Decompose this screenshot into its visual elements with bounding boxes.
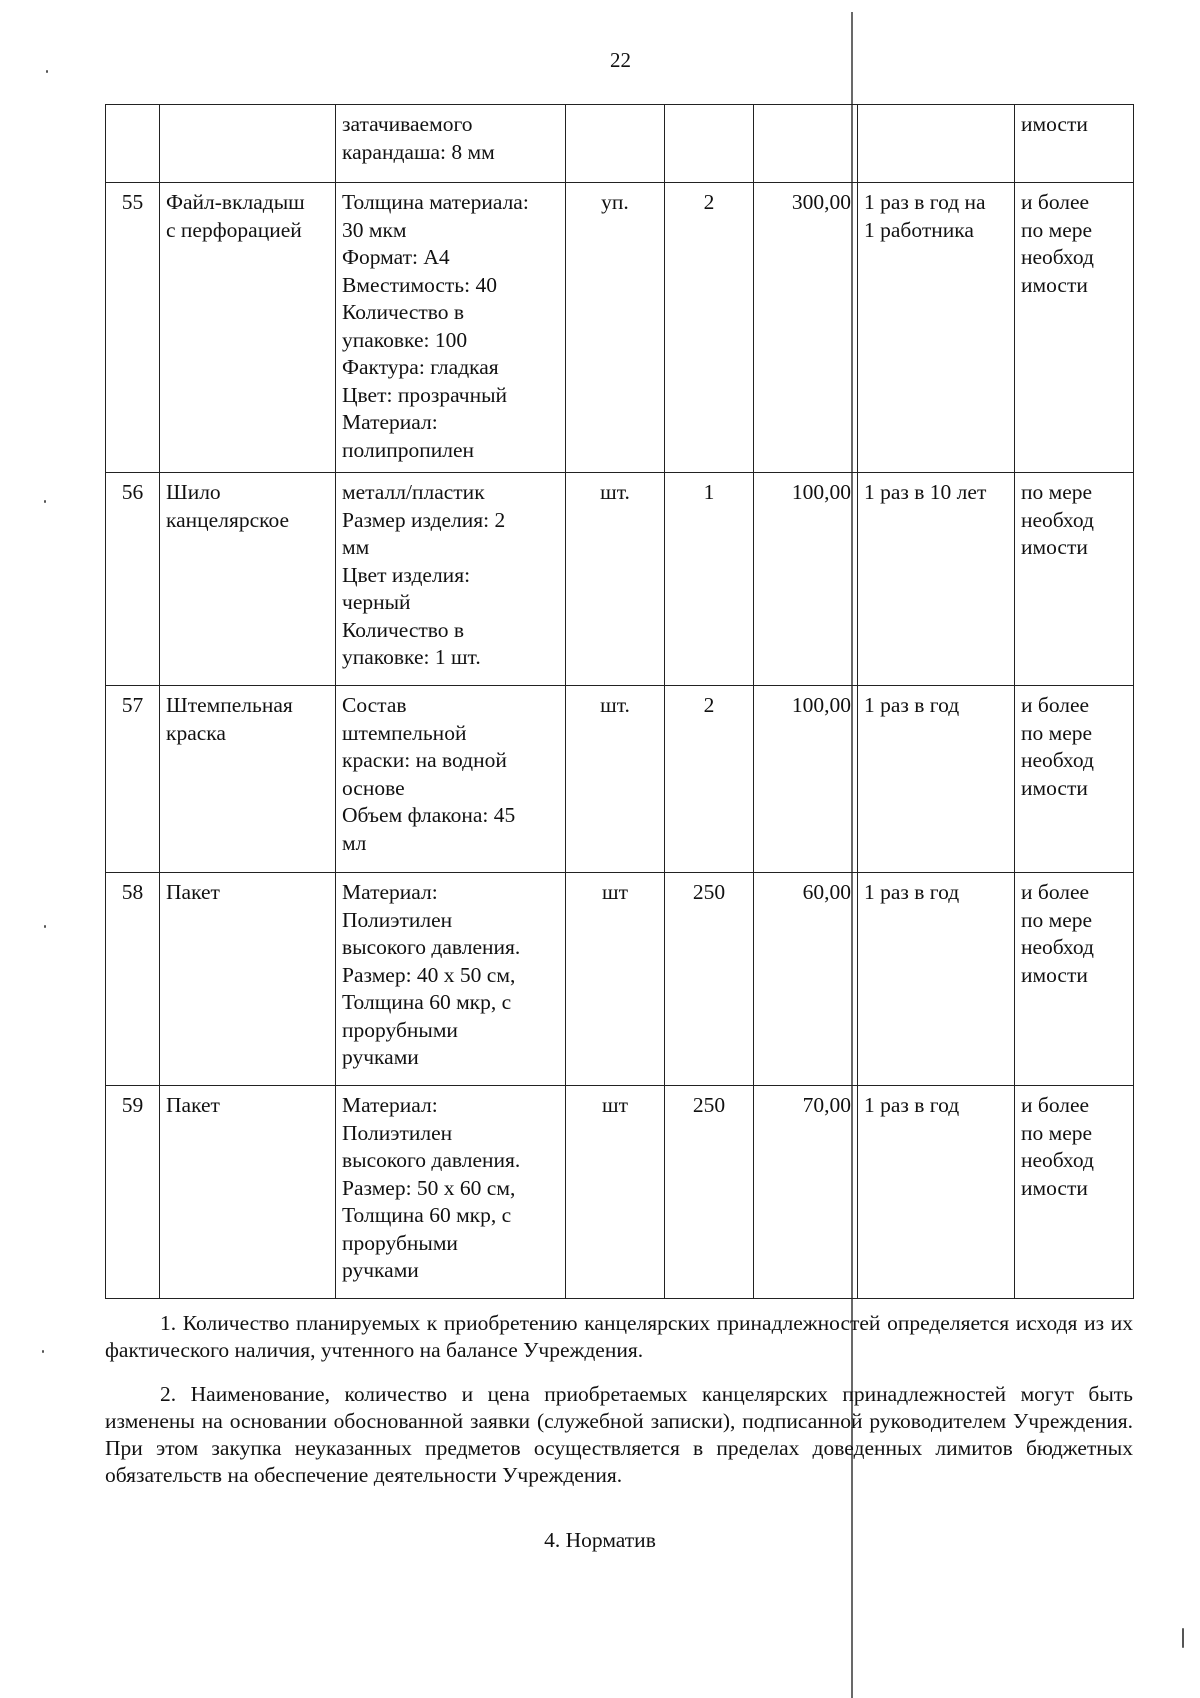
scan-speck [44, 500, 46, 503]
table-row [106, 873, 1134, 1086]
item-spec-cell: Состав штемпельной краски: на водной основе Объем флакона: 45 мл [336, 686, 566, 873]
unit-cell: шт. [566, 686, 665, 873]
row-number-cell: 57 [106, 686, 160, 873]
item-name-cell: Штемпельная краска [160, 686, 336, 873]
row-number-cell: 58 [106, 873, 160, 1086]
frequency-cell: 1 раз в год на 1 работника [858, 183, 1015, 473]
note-paragraph: 2. Наименование, количество и цена приобретаемых канцелярских принадлежностей могут быть изменены на основании обоснованной заявки (служебной записки), подписанной руководителем Учреждения. При этом закупка неуказанных предметов осуществляется в пределах доведенных лимитов бюджетных обязательств на обеспечение деятельности Учреждения. [105, 1382, 1133, 1487]
item-spec-cell: металл/пластик Размер изделия: 2 мм Цвет изделия: черный Количество в упаковке: 1 шт. [336, 473, 566, 686]
table-row [106, 473, 1134, 686]
quantity-cell: 1 [665, 473, 754, 686]
note-cell: и более по мере необход имости [1015, 1086, 1134, 1299]
frequency-cell: 1 раз в год [858, 686, 1015, 873]
table-row [106, 686, 1134, 873]
frequency-cell: 1 раз в 10 лет [858, 473, 1015, 686]
frequency-cell [858, 105, 1015, 183]
note-cell: и более по мере необход имости [1015, 183, 1134, 473]
unit-cell: шт [566, 873, 665, 1086]
frequency-cell: 1 раз в год [858, 1086, 1015, 1299]
item-spec-cell: Материал: Полиэтилен высокого давления. Размер: 50 х 60 см, Толщина 60 мкр, с прорубными ручками [336, 1086, 566, 1299]
scan-speck [44, 925, 46, 928]
price-cell [754, 105, 858, 183]
price-cell: 100,00 [754, 473, 858, 686]
note-cell: и более по мере необход имости [1015, 873, 1134, 1086]
scan-speck [46, 70, 48, 73]
note-paragraph: 1. Количество планируемых к приобретению канцелярских принадлежностей определяется исходя из их фактического наличия, учтенного на балансе Учреждения. [105, 1311, 1133, 1362]
price-cell: 300,00 [754, 183, 858, 473]
price-cell: 100,00 [754, 686, 858, 873]
note-cell: по мере необход имости [1015, 473, 1134, 686]
unit-cell: шт. [566, 473, 665, 686]
item-name-cell [160, 105, 336, 183]
supplies-table [105, 104, 1134, 1299]
table-row [106, 183, 1134, 473]
row-number-cell: 59 [106, 1086, 160, 1299]
item-name-cell: Файл-вкладыш с перфорацией [160, 183, 336, 473]
quantity-cell: 250 [665, 873, 754, 1086]
price-cell: 70,00 [754, 1086, 858, 1299]
table-row [106, 105, 1134, 183]
frequency-cell: 1 раз в год [858, 873, 1015, 1086]
page-number: 22 [610, 48, 631, 72]
scan-speck [1182, 1628, 1184, 1648]
quantity-cell: 2 [665, 183, 754, 473]
item-name-cell: Пакет [160, 1086, 336, 1299]
item-spec-cell: Материал: Полиэтилен высокого давления. Размер: 40 х 50 см, Толщина 60 мкр, с прорубными ручками [336, 873, 566, 1086]
note-cell: имости [1015, 105, 1134, 183]
unit-cell: шт [566, 1086, 665, 1299]
item-spec-cell: затачиваемого карандаша: 8 мм [336, 105, 566, 183]
item-spec-cell: Толщина материала: 30 мкм Формат: А4 Вместимость: 40 Количество в упаковке: 100 Фактура: гладкая Цвет: прозрачный Материал: полипропилен [336, 183, 566, 473]
quantity-cell: 250 [665, 1086, 754, 1299]
row-number-cell: 56 [106, 473, 160, 686]
price-cell: 60,00 [754, 873, 858, 1086]
notes-block [105, 1310, 1133, 1506]
item-name-cell: Шило канцелярское [160, 473, 336, 686]
section-title: 4. Норматив [544, 1528, 656, 1552]
row-number-cell [106, 105, 160, 183]
unit-cell: уп. [566, 183, 665, 473]
item-name-cell: Пакет [160, 873, 336, 1086]
table-row [106, 1086, 1134, 1299]
quantity-cell: 2 [665, 686, 754, 873]
quantity-cell [665, 105, 754, 183]
scan-speck [42, 1350, 44, 1353]
note-cell: и более по мере необход имости [1015, 686, 1134, 873]
unit-cell [566, 105, 665, 183]
row-number-cell: 55 [106, 183, 160, 473]
